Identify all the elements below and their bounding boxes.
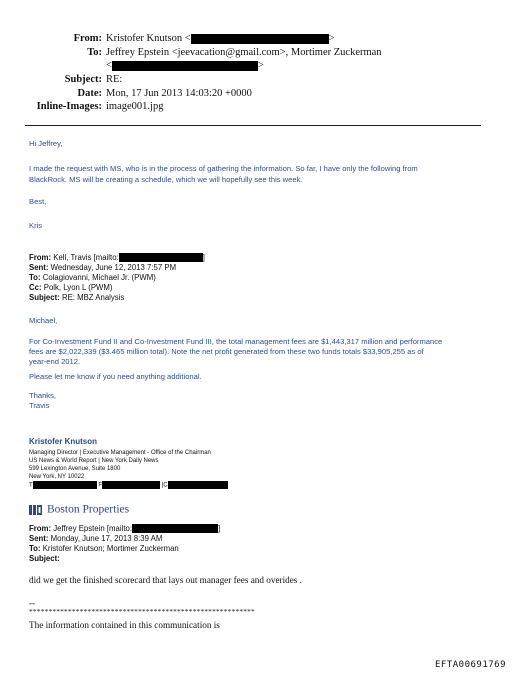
fwd1-to-row: [29, 273, 156, 282]
fwd2-sent-value: Monday, June 17, 2013 8:39 AM: [50, 534, 163, 543]
reply-body-line1: I made the request with MS, who is in the process of gathering the information. So far, I have only the following from: [29, 164, 418, 173]
redaction-box: [119, 253, 203, 262]
sig-phone-row: [29, 481, 228, 489]
sig-name: Kristofer Knutson: [29, 437, 97, 446]
fwd1-cc-value: Polk, Lyon L (PWM): [43, 283, 113, 292]
redaction-box: [168, 481, 228, 489]
fwd1-to-value: Colagiovanni, Michael Jr. (PWM): [42, 273, 156, 282]
fwd2-disclaimer: The information contained in this communication is: [29, 620, 220, 630]
fwd2-subject-row: [29, 554, 60, 563]
boston-properties-icon: [29, 504, 43, 515]
header-to-label: To:: [87, 47, 102, 58]
fwd2-dashes: --: [29, 598, 35, 608]
fwd2-from-row: [29, 524, 220, 533]
doc-id: EFTA00691769: [435, 660, 507, 670]
fwd2-stars: **********************************************************: [29, 607, 255, 616]
fwd1-cc-label: Cc:: [29, 283, 42, 292]
fwd1-body-line3: year-end 2012.: [29, 357, 81, 366]
fwd1-sent-value: Wednesday, June 12, 2013 7:57 PM: [50, 263, 177, 272]
fwd2-from-label: From:: [29, 524, 52, 533]
fwd1-body-line1: For Co-Investment Fund II and Co-Investment Fund III, the total management fees are $1,443,317 million and performance: [29, 337, 443, 346]
reply-body-line2: BlackRock. MS will be creating a schedule, which we will hopefully see this week.: [29, 175, 303, 184]
fwd2-to-value: Kristofer Knutson; Mortimer Zuckerman: [42, 544, 179, 553]
sig-phone-c: |C: [161, 482, 168, 489]
sig-line3: 599 Lexington Avenue, Suite 1800: [29, 466, 121, 472]
sig-line2: US News & World Report | New York Daily News: [29, 458, 159, 464]
fwd1-from-label: From:: [29, 253, 52, 262]
fwd1-request: Please let me know if you need anything additional.: [29, 372, 202, 381]
header-to-cont-open: <: [106, 60, 112, 71]
fwd2-sent-label: Sent:: [29, 534, 49, 543]
reply-closing: Best,: [29, 197, 47, 206]
header-subject-label: Subject:: [64, 74, 102, 85]
header-date-label: Date:: [77, 88, 102, 99]
fwd1-greeting: Michael,: [29, 316, 58, 325]
fwd1-from-row: [29, 253, 205, 262]
header-subject-value: RE:: [106, 74, 123, 85]
fwd1-from-close: ]: [202, 253, 205, 262]
header-to-cont: [106, 60, 264, 71]
header-to-cont-close: >: [257, 60, 264, 71]
header-date-value: Mon, 17 Jun 2013 14:03:20 +0000: [106, 88, 252, 99]
sig-line4: New York, NY 10022: [29, 474, 85, 480]
fwd1-body-line2: fees are $2,022,339 ($3.465 million total). Note the net profit generated from these two funds totals $33,905,255 as of: [29, 347, 424, 356]
fwd1-name: Travis: [29, 401, 50, 410]
fwd1-from-value: Kell, Travis [mailto:: [53, 253, 119, 262]
fwd2-sent-row: [29, 534, 162, 543]
header-from-row: [106, 33, 335, 44]
sig-phone-f: F: [98, 482, 103, 489]
header-to-value: Jeffrey Epstein <jeevacation@gmail.com>, Mortimer Zuckerman: [106, 47, 382, 58]
fwd1-sent-row: [29, 263, 176, 272]
fwd1-subject-label: Subject:: [29, 293, 60, 302]
fwd2-to-row: [29, 544, 179, 553]
logo-text: Boston Properties: [47, 503, 130, 516]
redaction-box: [132, 524, 221, 533]
header-from-value: Kristofer Knutson <: [106, 33, 191, 44]
redaction-box: [112, 61, 258, 71]
fwd2-body: did we get the finished scorecard that lays out manager fees and overides .: [29, 575, 302, 585]
fwd1-thanks: Thanks,: [29, 391, 57, 400]
redaction-box: [33, 481, 97, 489]
fwd2-from-close: ]: [218, 524, 221, 533]
boston-properties-logo: [29, 500, 129, 518]
fwd1-subject-value: RE: MBZ Analysis: [61, 293, 125, 302]
email-header: [0, 0, 512, 120]
redaction-box: [191, 34, 329, 44]
fwd1-to-label: To:: [29, 273, 41, 282]
header-images-label: Inline-Images:: [36, 101, 102, 112]
fwd1-cc-row: [29, 283, 113, 292]
header-from-label: From:: [73, 33, 102, 44]
fwd1-subject-row: [29, 293, 124, 302]
header-divider: [25, 125, 481, 126]
header-from-close: >: [328, 33, 335, 44]
reply-signoff: Kris: [29, 221, 43, 230]
fwd2-from-value: Jeffrey Epstein [mailto:: [53, 524, 132, 533]
fwd1-sent-label: Sent:: [29, 263, 49, 272]
fwd2-subject-label: Subject:: [29, 554, 60, 563]
sig-line1: Managing Director | Executive Management - Office of the Chairman: [29, 450, 211, 456]
sig-phone-t: T: [29, 482, 33, 489]
fwd2-to-label: To:: [29, 544, 41, 553]
reply-greeting: Hi Jeffrey,: [29, 139, 63, 148]
redaction-box: [102, 481, 160, 489]
header-images-value: image001.jpg: [106, 101, 164, 112]
